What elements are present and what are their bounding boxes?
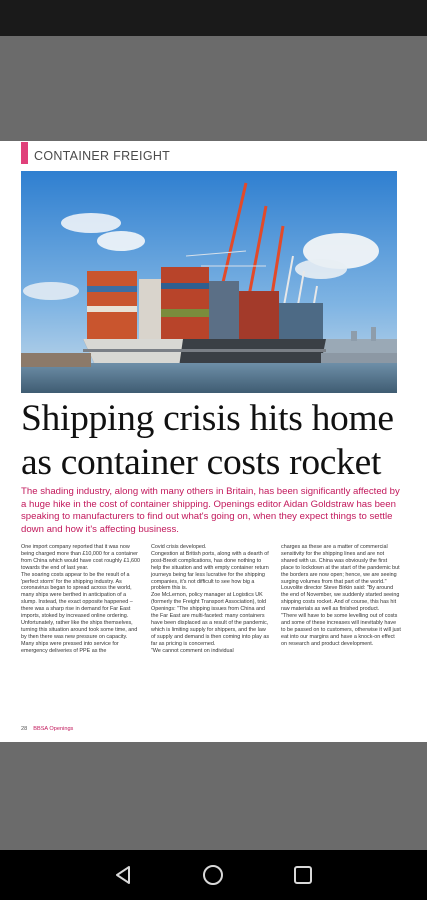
paragraph: charges as these are a matter of commercial sensitivity for the shipping lines and are not shared with us. China was obviously the first place to lockdown at the start of the pandemic but the borders are now open; hence, we are seeing surging volumes from that part of the world." xyxy=(281,544,400,585)
status-bar xyxy=(0,0,427,36)
page-folio xyxy=(21,726,73,732)
hero-photo-container-ship xyxy=(21,171,397,393)
viewer-background-top xyxy=(0,36,427,140)
paragraph: The soaring costs appear to be the result of a 'perfect storm' for the shipping industry. As coronavirus began to spread across the world, many ships were berthed in anticipation of a slump. Instead, the exact opposite happened – there was a sharp rise in demand for Far East imports, stoked by increased online ordering. xyxy=(21,571,133,620)
recent-apps-icon[interactable] xyxy=(291,863,315,887)
paragraph: Unfortunately, rather like the ships themselves, turning this situation around took some time, and by then there was new pressure on capacity. Many ships were pressed into service for emergency deliveries of PPE as the xyxy=(21,619,138,654)
android-navigation-bar xyxy=(0,850,427,900)
paragraph: Congestion at British ports, along with a dearth of post-Brexit complications, has done nothing to help the situation and with empty container return journeys being far less lucrative for the shipping companies, it's not difficult to see how big a problem this is. xyxy=(151,550,269,592)
paragraph: Louvolite director Steve Birkin said: "By around the end of November, we suddenly started seeing shipping costs rocket. And of course, this has hit raw materials as well as finished product. xyxy=(281,585,400,613)
paragraph: Covid crisis developed. xyxy=(151,544,207,550)
body-column-3 xyxy=(281,544,401,648)
headline-line-1: Shipping crisis hits home xyxy=(21,398,394,439)
back-icon[interactable] xyxy=(111,863,135,887)
paragraph: "There will have to be some levelling out of costs and some of these increases will inevitably have to be passed on to customers, otherwise it will just eat into our margins and have a knock-on effect on research and product development. xyxy=(281,613,401,647)
section-title: CONTAINER FREIGHT xyxy=(34,149,171,163)
magazine-page[interactable] xyxy=(0,141,427,742)
article-headline xyxy=(21,397,406,485)
body-column-1 xyxy=(21,544,141,655)
page-number: 28 xyxy=(21,726,28,732)
paragraph: One import company reported that it was now being charged more than £10,000 for a container from China which would have cost roughly £1,600 towards the end of last year. xyxy=(21,544,140,571)
paragraph: Zoe McLernon, policy manager at Logistics UK (formerly the Freight Transport Association), told Openings: "The shipping issues from China and the Far East are multi-faceted: many containers have been displaced as a result of the pandemic, which is limiting supply for shippers, and the law of supply and demand is then coming into play as far as pricing is concerned. xyxy=(151,592,270,647)
headline-line-2: as container costs rocket xyxy=(21,442,382,483)
paragraph: "We cannot comment on individual xyxy=(151,647,234,654)
article-standfirst: The shading industry, along with many others in Britain, has been significantly affected by a huge hike in the cost of container shipping. Openings editor Aidan Goldstraw has been speaking to manufacturers to find out what's going on, when they expect things to settle down and how it's affecting business. xyxy=(21,486,400,535)
home-icon[interactable] xyxy=(201,863,225,887)
section-marker xyxy=(21,142,28,164)
publication-name: BBSA Openings xyxy=(33,726,74,732)
body-column-2 xyxy=(151,544,271,655)
viewer-background-bottom xyxy=(0,742,427,850)
